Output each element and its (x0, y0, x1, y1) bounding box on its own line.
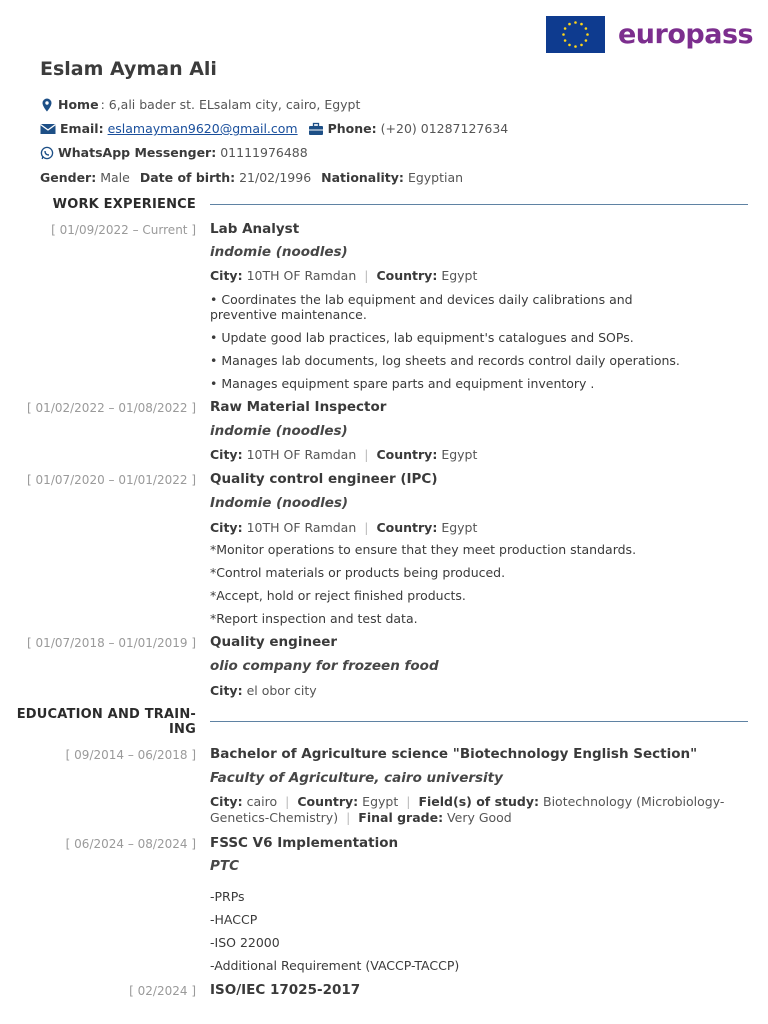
education-title: ISO/IEC 17025-2017 (210, 982, 361, 998)
country-value: Egypt (441, 520, 478, 535)
job-duty: • Update good lab practices, lab equipment's catalogues and SOPs. (210, 330, 634, 345)
whatsapp-line (40, 145, 308, 160)
education-date: [ 02/2024 ] (129, 984, 196, 998)
education-topic: -HACCP (210, 912, 258, 927)
job-date: [ 01/09/2022 – Current ] (51, 223, 196, 237)
job-duty: • Manages equipment spare parts and equipment inventory . (210, 376, 595, 391)
job-duty: *Control materials or products being produced. (210, 565, 506, 580)
job-title: Raw Material Inspector (210, 399, 387, 415)
phone-label: Phone: (327, 121, 377, 136)
logo-text: europass (618, 19, 754, 50)
job-duty: • Coordinates the lab equipment and devices daily calibrations and preventive maintenance. (210, 292, 633, 322)
job-title: Lab Analyst (210, 221, 300, 237)
phone-value: (+20) 01287127634 (380, 121, 509, 136)
education-heading-line2: ING (169, 722, 196, 737)
nationality-label: Nationality: (321, 170, 404, 185)
education-heading (0, 707, 196, 737)
job-location: City: 10TH OF Ramdan | Country: Egypt (210, 447, 478, 462)
location-pin-icon (40, 98, 54, 112)
envelope-icon (40, 122, 56, 136)
city-value: 10TH OF Ramdan (246, 268, 357, 283)
job-location (210, 683, 750, 699)
contact-line (40, 121, 508, 136)
address-line (40, 97, 360, 112)
city-value: 10TH OF Ramdan (246, 447, 357, 462)
education-title: Bachelor of Agriculture science "Biotechnology English Section" (210, 746, 698, 762)
email-label: Email: (60, 121, 104, 136)
work-section-divider (210, 204, 748, 205)
city-label: City: (210, 794, 243, 809)
job-duty: *Report inspection and test data. (210, 611, 418, 626)
education-title: FSSC V6 Implementation (210, 835, 399, 851)
nationality-value: Egyptian (407, 170, 464, 185)
work-experience-heading: WORK EXPERIENCE (52, 197, 196, 212)
job-duty: • Manages lab documents, log sheets and records control daily operations. (210, 353, 680, 368)
whatsapp-label: WhatsApp Messenger: (58, 145, 217, 160)
personal-details-line (40, 170, 463, 185)
country-value: Egypt (441, 447, 478, 462)
dob-value: 21/02/1996 (239, 170, 312, 185)
job-location: City: 10TH OF Ramdan | Country: Egypt (210, 520, 478, 535)
education-institution: Faculty of Agriculture, cairo university (210, 770, 503, 786)
gender-value: Male (100, 170, 130, 185)
country-label: Country: (376, 268, 438, 283)
field-value: Biotechnology (Microbiology-Genetics-Chemistry) (210, 794, 725, 825)
home-label: Home (58, 97, 99, 112)
country-label: Country: (376, 520, 438, 535)
dob-label: Date of birth: (139, 170, 236, 185)
job-title: Quality engineer (210, 634, 338, 650)
whatsapp-value: 01111976488 (220, 145, 308, 160)
country-label: Country: (376, 447, 438, 462)
job-duty: *Monitor operations to ensure that they meet production standards. (210, 542, 637, 557)
city-value: cairo (246, 794, 278, 809)
education-topic: -ISO 22000 (210, 935, 280, 950)
education-section-divider (210, 721, 748, 722)
education-topic: -PRPs (210, 889, 245, 904)
job-employer: indomie (noodles) (210, 423, 348, 439)
job-date: [ 01/02/2022 – 01/08/2022 ] (27, 401, 196, 415)
whatsapp-icon (40, 146, 54, 160)
grade-label: Final grade: (358, 810, 444, 825)
eu-flag-icon (546, 16, 605, 53)
job-duty: *Accept, hold or reject finished products. (210, 588, 466, 603)
job-employer: indomie (noodles) (210, 244, 348, 260)
grade-value: Very Good (447, 810, 512, 825)
education-details: City: cairo | Country: Egypt | Field(s) of study: Biotechnology (Microbiology-Genetics-Chemistry) | Final grade: Very Good (210, 794, 725, 825)
country-label: Country: (297, 794, 359, 809)
job-location: City: 10TH OF Ramdan | Country: Egypt (210, 268, 478, 283)
city-label: City: (210, 268, 243, 283)
home-value: : 6,ali bader st. ELsalam city, cairo, Egypt (100, 97, 361, 112)
job-employer: Indomie (noodles) (210, 495, 349, 511)
country-value: Egypt (362, 794, 399, 809)
education-date: [ 06/2024 – 08/2024 ] (65, 837, 196, 851)
education-date: [ 09/2014 – 06/2018 ] (65, 748, 196, 762)
city-label: City: (210, 683, 243, 698)
person-name: Eslam Ayman Ali (40, 58, 217, 80)
briefcase-icon (308, 122, 324, 136)
city-label: City: (210, 520, 243, 535)
job-title: Quality control engineer (IPC) (210, 471, 438, 487)
city-value: el obor city (246, 683, 317, 698)
field-label: Field(s) of study: (418, 794, 540, 809)
education-topic: -Additional Requirement (VACCP-TACCP) (210, 958, 460, 973)
city-value: 10TH OF Ramdan (246, 520, 357, 535)
job-date: [ 01/07/2020 – 01/01/2022 ] (27, 473, 196, 487)
education-heading-line1: EDUCATION AND TRAIN- (16, 707, 196, 722)
city-label: City: (210, 447, 243, 462)
education-institution: PTC (210, 858, 240, 874)
country-value: Egypt (441, 268, 478, 283)
email-link[interactable]: eslamayman9620@gmail.com (107, 121, 298, 136)
job-employer: olio company for frozeen food (210, 658, 439, 674)
europass-logo (546, 16, 753, 53)
gender-label: Gender: (40, 170, 97, 185)
job-date: [ 01/07/2018 – 01/01/2019 ] (27, 636, 196, 650)
